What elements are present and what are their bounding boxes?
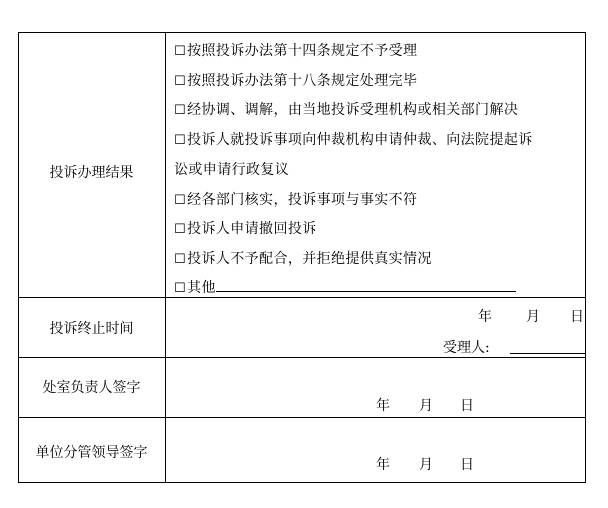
unit-leader-label: 单位分管领导签字 [35,445,148,461]
date-year: 年 [376,398,390,414]
option-item [174,277,516,297]
office-head-label: 处室负责人签字 [42,380,141,396]
option-item [174,40,417,60]
checkbox-icon[interactable]: ☐ [174,252,187,267]
acceptor-label: 受理人: [443,340,490,356]
option-text: 投诉人不予配合，并拒绝提供真实情况 [187,251,432,267]
option-text: 经各部门核实，投诉事项与事实不符 [187,192,418,208]
end-time-label: 投诉终止时间 [49,321,134,337]
date-day: 日 [460,398,474,414]
option-text: 经协调、调解，由当地投诉受理机构或相关部门解决 [187,102,519,118]
date-day: 日 [570,309,584,325]
option-text-continued: 讼或申请行政复议 [174,162,290,178]
checkbox-icon[interactable]: ☐ [174,44,187,59]
table-border-right [585,32,586,482]
option-text: 按照投诉办法第十八条规定处理完毕 [187,73,418,89]
option-text: 投诉人就投诉事项向仲裁机构申请仲裁、向法院提起诉 [187,132,533,148]
option-text: 投诉人申请撤回投诉 [187,221,317,237]
date-month: 月 [419,457,433,473]
row-divider [18,417,586,418]
checkbox-icon[interactable]: ☐ [174,281,187,296]
option-text: 按照投诉办法第十四条规定不予受理 [187,43,418,59]
date-month: 月 [419,398,433,414]
date-year: 年 [478,309,492,325]
option-item [174,129,533,149]
checkbox-icon[interactable]: ☐ [174,222,187,237]
date-month: 月 [526,309,540,325]
option-item [174,99,518,119]
table-border-bottom [18,482,586,483]
checkbox-icon[interactable]: ☐ [174,74,187,89]
option-text: 其他 [187,280,216,296]
checkbox-icon[interactable]: ☐ [174,103,187,118]
result-label: 投诉办理结果 [49,165,134,181]
other-fill-line[interactable] [216,290,516,292]
checkbox-icon[interactable]: ☐ [174,193,187,208]
checkbox-icon[interactable]: ☐ [174,133,187,148]
row-divider [18,297,586,298]
option-item [174,218,317,238]
table-border-left [18,32,19,482]
row-divider [18,357,586,358]
table-border-top [18,32,586,33]
option-item [174,70,417,90]
date-day: 日 [460,457,474,473]
date-year: 年 [376,457,390,473]
acceptor-fill-line[interactable] [510,353,585,354]
option-item [174,248,432,268]
option-item [174,189,417,209]
column-divider [165,32,166,482]
